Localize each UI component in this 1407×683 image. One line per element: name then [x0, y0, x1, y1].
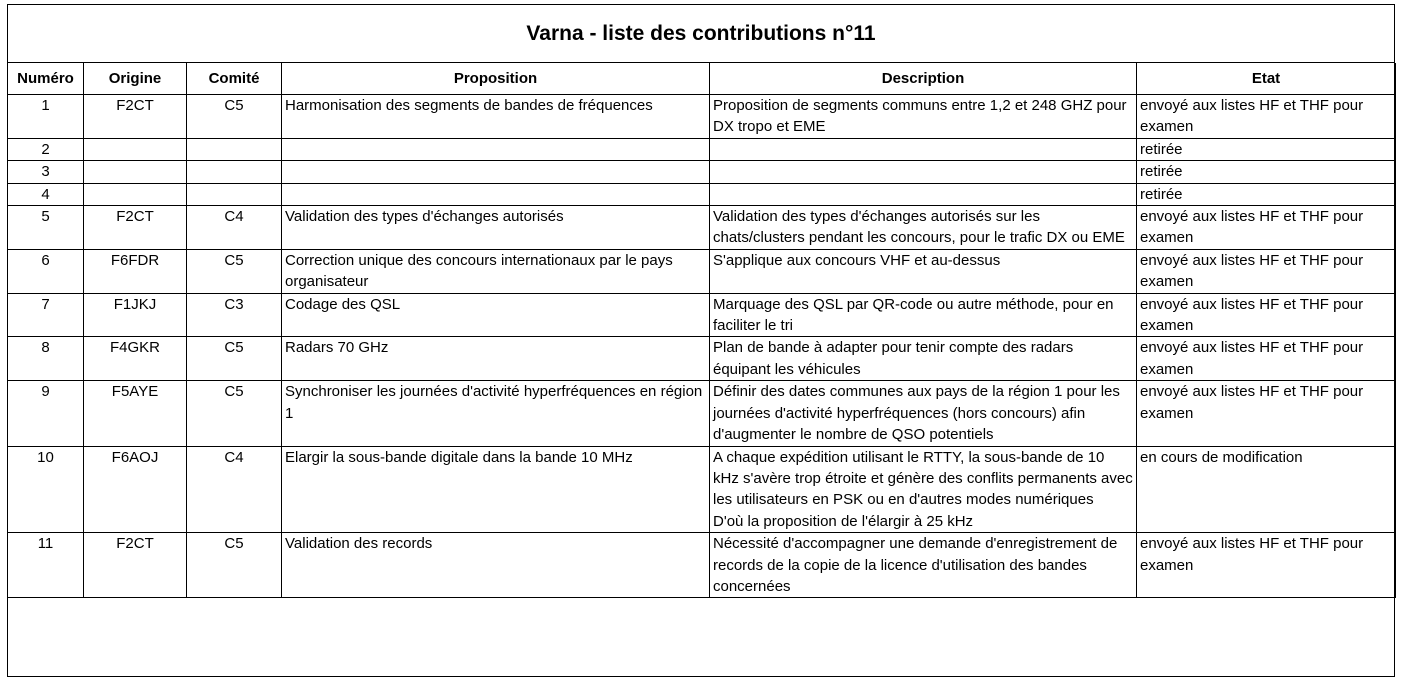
header-row [8, 63, 1396, 95]
cell-proposition: Synchroniser les journées d'activité hyperfréquences en région 1 [282, 381, 710, 446]
cell-numero: 5 [8, 206, 84, 250]
cell-etat: retirée [1137, 138, 1396, 160]
cell-description: Nécessité d'accompagner une demande d'enregistrement de records de la copie de la licence d'utilisation des bandes concernées [710, 533, 1137, 598]
table-row [8, 138, 1396, 160]
header-etat: Etat [1137, 63, 1396, 95]
cell-etat: retirée [1137, 161, 1396, 183]
cell-etat: en cours de modification [1137, 446, 1396, 533]
cell-origine: F2CT [84, 206, 187, 250]
cell-description [710, 161, 1137, 183]
cell-numero: 3 [8, 161, 84, 183]
cell-numero: 1 [8, 95, 84, 139]
cell-description: Marquage des QSL par QR-code ou autre méthode, pour en faciliter le tri [710, 293, 1137, 337]
cell-etat: envoyé aux listes HF et THF pour examen [1137, 95, 1396, 139]
cell-origine: F2CT [84, 533, 187, 598]
cell-numero: 4 [8, 183, 84, 205]
cell-description: Validation des types d'échanges autorisés sur les chats/clusters pendant les concours, pour le trafic DX ou EME [710, 206, 1137, 250]
cell-proposition: Validation des types d'échanges autorisés [282, 206, 710, 250]
cell-comite: C5 [187, 337, 282, 381]
cell-comite: C4 [187, 446, 282, 533]
contributions-sheet [7, 4, 1395, 677]
cell-origine: F4GKR [84, 337, 187, 381]
cell-proposition: Validation des records [282, 533, 710, 598]
cell-etat: envoyé aux listes HF et THF pour examen [1137, 206, 1396, 250]
table-row [8, 337, 1396, 381]
cell-comite: C5 [187, 95, 282, 139]
cell-proposition [282, 161, 710, 183]
cell-numero: 9 [8, 381, 84, 446]
table-row [8, 533, 1396, 598]
cell-origine: F5AYE [84, 381, 187, 446]
cell-origine [84, 138, 187, 160]
cell-comite [187, 161, 282, 183]
cell-etat: envoyé aux listes HF et THF pour examen [1137, 249, 1396, 293]
cell-origine: F1JKJ [84, 293, 187, 337]
header-description: Description [710, 63, 1137, 95]
header-comite: Comité [187, 63, 282, 95]
cell-numero: 6 [8, 249, 84, 293]
table-row [8, 183, 1396, 205]
cell-description: Définir des dates communes aux pays de la région 1 pour les journées d'activité hyperfréquences (hors concours) afin d'augmenter le nombre de QSO potentiels [710, 381, 1137, 446]
header-origine: Origine [84, 63, 187, 95]
cell-etat: retirée [1137, 183, 1396, 205]
cell-origine: F6AOJ [84, 446, 187, 533]
cell-description [710, 138, 1137, 160]
cell-comite [187, 138, 282, 160]
cell-proposition: Elargir la sous-bande digitale dans la bande 10 MHz [282, 446, 710, 533]
cell-proposition [282, 138, 710, 160]
cell-etat: envoyé aux listes HF et THF pour examen [1137, 293, 1396, 337]
table-row [8, 206, 1396, 250]
cell-numero: 11 [8, 533, 84, 598]
cell-etat: envoyé aux listes HF et THF pour examen [1137, 381, 1396, 446]
table-row [8, 293, 1396, 337]
cell-origine: F2CT [84, 95, 187, 139]
cell-comite [187, 183, 282, 205]
cell-origine [84, 183, 187, 205]
cell-comite: C5 [187, 249, 282, 293]
cell-comite: C3 [187, 293, 282, 337]
cell-description: S'applique aux concours VHF et au-dessus [710, 249, 1137, 293]
cell-etat: envoyé aux listes HF et THF pour examen [1137, 337, 1396, 381]
cell-numero: 2 [8, 138, 84, 160]
table-row [8, 249, 1396, 293]
cell-proposition: Correction unique des concours internationaux par le pays organisateur [282, 249, 710, 293]
cell-comite: C4 [187, 206, 282, 250]
cell-comite: C5 [187, 381, 282, 446]
table-row [8, 446, 1396, 533]
cell-origine [84, 161, 187, 183]
cell-comite: C5 [187, 533, 282, 598]
header-proposition: Proposition [282, 63, 710, 95]
page-title: Varna - liste des contributions n°11 [8, 5, 1394, 63]
cell-proposition: Harmonisation des segments de bandes de fréquences [282, 95, 710, 139]
cell-proposition: Codage des QSL [282, 293, 710, 337]
table-row [8, 161, 1396, 183]
contributions-table [7, 63, 1396, 598]
cell-proposition [282, 183, 710, 205]
cell-description: Plan de bande à adapter pour tenir compte des radars équipant les véhicules [710, 337, 1137, 381]
table-row [8, 381, 1396, 446]
cell-description [710, 183, 1137, 205]
cell-origine: F6FDR [84, 249, 187, 293]
header-numero: Numéro [8, 63, 84, 95]
cell-description: A chaque expédition utilisant le RTTY, la sous-bande de 10 kHz s'avère trop étroite et génère des conflits permanents avec les utilisateurs en PSK ou en d'autres modes numériques D'où la proposition de l'élargir à 25 kHz [710, 446, 1137, 533]
cell-numero: 10 [8, 446, 84, 533]
table-row [8, 95, 1396, 139]
cell-numero: 8 [8, 337, 84, 381]
cell-description: Proposition de segments communs entre 1,2 et 248 GHZ pour DX tropo et EME [710, 95, 1137, 139]
cell-etat: envoyé aux listes HF et THF pour examen [1137, 533, 1396, 598]
cell-numero: 7 [8, 293, 84, 337]
cell-proposition: Radars 70 GHz [282, 337, 710, 381]
